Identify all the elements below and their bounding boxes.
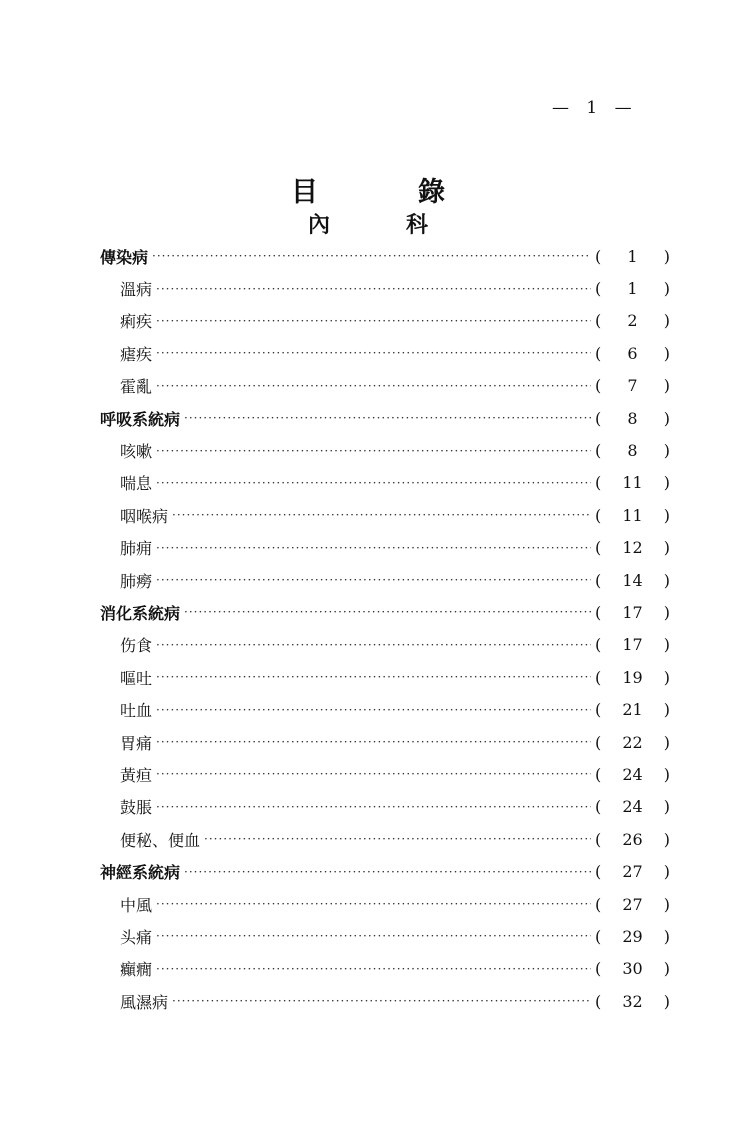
- entry-page: [595, 895, 670, 914]
- leader-dots: [184, 605, 591, 619]
- paren-close: ): [663, 764, 670, 784]
- leader-dots: [152, 249, 591, 263]
- entry-label: 头痛: [120, 927, 153, 947]
- paren-open: (: [595, 894, 602, 914]
- paren-open: (: [595, 246, 602, 266]
- paren-open: (: [595, 376, 602, 396]
- entry-page: [595, 830, 670, 849]
- entry-label: 神經系統病: [100, 863, 181, 883]
- title-char: 目: [291, 177, 318, 208]
- page-ref: 11: [622, 505, 643, 525]
- section-char: 科: [406, 213, 429, 238]
- toc-entry: [100, 240, 670, 272]
- toc-entry: [100, 920, 670, 952]
- toc-entry: [100, 693, 670, 725]
- paren-close: ): [663, 797, 670, 817]
- page-ref: 32: [622, 991, 643, 1011]
- entry-page: [595, 700, 670, 719]
- paren-close: ): [663, 505, 670, 525]
- paren-close: ): [663, 926, 670, 946]
- page-ref: 8: [627, 441, 638, 461]
- entry-page: [595, 409, 670, 428]
- paren-close: ): [663, 408, 670, 428]
- entry-label: 喘息: [120, 474, 153, 494]
- entry-label: 中風: [120, 895, 153, 915]
- paren-close: ): [663, 473, 670, 493]
- paren-close: ): [663, 635, 670, 655]
- entry-page: [595, 247, 670, 266]
- leader-dots: [204, 832, 591, 846]
- title-char: 錄: [418, 177, 445, 208]
- page-ref: 21: [622, 700, 643, 720]
- entry-label: 伤食: [120, 636, 153, 656]
- paren-close: ): [663, 667, 670, 687]
- entry-page: [595, 733, 670, 752]
- page-ref: 24: [622, 797, 643, 817]
- entry-label: 瘧疾: [120, 344, 153, 364]
- entry-page: [595, 441, 670, 460]
- toc-entry: [100, 532, 670, 564]
- toc-entry: [100, 467, 670, 499]
- leader-dots: [156, 670, 591, 684]
- entry-label: 痢疾: [120, 312, 153, 332]
- paren-close: ): [663, 376, 670, 396]
- entry-page: [595, 473, 670, 492]
- paren-open: (: [595, 441, 602, 461]
- entry-label: 傳染病: [100, 247, 149, 267]
- paren-open: (: [595, 667, 602, 687]
- paren-close: ): [663, 991, 670, 1011]
- page-ref: 14: [622, 570, 643, 590]
- paren-open: (: [595, 602, 602, 622]
- paren-close: ): [663, 732, 670, 752]
- toc-entry: [100, 953, 670, 985]
- entry-label: 肺癆: [120, 571, 153, 591]
- paren-close: ): [663, 279, 670, 299]
- table-of-contents: [100, 240, 670, 1017]
- page-ref: 24: [622, 764, 643, 784]
- entry-page: [595, 668, 670, 687]
- page-ref: 29: [622, 926, 643, 946]
- entry-page: [595, 571, 670, 590]
- page-ref: 19: [622, 667, 643, 687]
- paren-open: (: [595, 311, 602, 331]
- toc-entry: [100, 272, 670, 304]
- entry-label: 消化系統病: [100, 603, 181, 623]
- toc-entry: [100, 337, 670, 369]
- paren-close: ): [663, 311, 670, 331]
- paren-open: (: [595, 505, 602, 525]
- toc-entry: [100, 985, 670, 1017]
- entry-page: [595, 344, 670, 363]
- toc-entry: [100, 888, 670, 920]
- page-ref: 27: [622, 894, 643, 914]
- leader-dots: [156, 638, 591, 652]
- paren-open: (: [595, 408, 602, 428]
- entry-page: [595, 279, 670, 298]
- paren-open: (: [595, 862, 602, 882]
- toc-entry: [100, 434, 670, 466]
- leader-dots: [156, 962, 591, 976]
- page-title: [0, 170, 736, 209]
- toc-entry: [100, 758, 670, 790]
- paren-open: (: [595, 279, 602, 299]
- entry-page: [595, 992, 670, 1011]
- page-ref: 22: [622, 732, 643, 752]
- leader-dots: [156, 444, 591, 458]
- paren-close: ): [663, 700, 670, 720]
- leader-dots: [156, 476, 591, 490]
- paren-close: ): [663, 570, 670, 590]
- section-char: 內: [307, 213, 330, 238]
- toc-entry: [100, 823, 670, 855]
- entry-label: 風濕病: [120, 992, 169, 1012]
- entry-page: [595, 506, 670, 525]
- leader-dots: [156, 573, 591, 587]
- leader-dots: [156, 703, 591, 717]
- page-ref: 17: [622, 635, 643, 655]
- entry-label: 吐血: [120, 701, 153, 721]
- leader-dots: [184, 865, 591, 879]
- leader-dots: [156, 767, 591, 781]
- entry-label: 呼吸系統病: [100, 409, 181, 429]
- leader-dots: [156, 897, 591, 911]
- entry-label: 咳嗽: [120, 442, 153, 462]
- leader-dots: [172, 508, 591, 522]
- page-number: — 1 —: [552, 98, 638, 118]
- entry-page: [595, 538, 670, 557]
- entry-label: 便秘、便血: [120, 830, 201, 850]
- leader-dots: [156, 282, 591, 296]
- entry-label: 咽喉病: [120, 506, 169, 526]
- page-ref: 1: [627, 279, 638, 299]
- page-ref: 12: [622, 538, 643, 558]
- paren-close: ): [663, 829, 670, 849]
- paren-close: ): [663, 862, 670, 882]
- paren-open: (: [595, 926, 602, 946]
- paren-open: (: [595, 700, 602, 720]
- entry-page: [595, 959, 670, 978]
- page-ref: 30: [622, 959, 643, 979]
- entry-label: 鼓脹: [120, 798, 153, 818]
- paren-open: (: [595, 343, 602, 363]
- page-ref: 26: [622, 829, 643, 849]
- paren-open: (: [595, 473, 602, 493]
- toc-entry: [100, 402, 670, 434]
- toc-entry: [100, 370, 670, 402]
- paren-open: (: [595, 991, 602, 1011]
- leader-dots: [156, 929, 591, 943]
- paren-close: ): [663, 343, 670, 363]
- page-ref: 8: [627, 408, 638, 428]
- paren-open: (: [595, 732, 602, 752]
- entry-label: 霍亂: [120, 377, 153, 397]
- leader-dots: [156, 379, 591, 393]
- toc-entry: [100, 596, 670, 628]
- entry-label: 溫病: [120, 280, 153, 300]
- entry-page: [595, 927, 670, 946]
- entry-label: 胃痛: [120, 733, 153, 753]
- toc-entry: [100, 564, 670, 596]
- page-ref: 7: [627, 376, 638, 396]
- paren-close: ): [663, 602, 670, 622]
- paren-close: ): [663, 894, 670, 914]
- leader-dots: [156, 735, 591, 749]
- page-ref: 1: [627, 246, 638, 266]
- toc-entry: [100, 499, 670, 531]
- entry-label: 肺痈: [120, 539, 153, 559]
- entry-page: [595, 862, 670, 881]
- paren-open: (: [595, 570, 602, 590]
- leader-dots: [184, 411, 591, 425]
- toc-entry: [100, 661, 670, 693]
- page-ref: 2: [627, 311, 638, 331]
- paren-close: ): [663, 538, 670, 558]
- entry-page: [595, 603, 670, 622]
- entry-label: 嘔吐: [120, 668, 153, 688]
- toc-entry: [100, 855, 670, 887]
- leader-dots: [156, 346, 591, 360]
- entry-label: 黃疸: [120, 765, 153, 785]
- paren-close: ): [663, 246, 670, 266]
- paren-open: (: [595, 538, 602, 558]
- entry-page: [595, 635, 670, 654]
- paren-open: (: [595, 764, 602, 784]
- entry-page: [595, 376, 670, 395]
- page-ref: 6: [627, 343, 638, 363]
- paren-open: (: [595, 959, 602, 979]
- leader-dots: [156, 541, 591, 555]
- page-ref: 27: [622, 862, 643, 882]
- paren-open: (: [595, 829, 602, 849]
- entry-page: [595, 797, 670, 816]
- section-heading: [0, 208, 736, 239]
- page-ref: 17: [622, 602, 643, 622]
- paren-close: ): [663, 959, 670, 979]
- toc-entry: [100, 791, 670, 823]
- paren-open: (: [595, 797, 602, 817]
- entry-label: 癲癇: [120, 960, 153, 980]
- paren-open: (: [595, 635, 602, 655]
- toc-entry: [100, 629, 670, 661]
- leader-dots: [172, 994, 591, 1008]
- entry-page: [595, 311, 670, 330]
- leader-dots: [156, 314, 591, 328]
- toc-entry: [100, 726, 670, 758]
- entry-page: [595, 765, 670, 784]
- paren-close: ): [663, 441, 670, 461]
- leader-dots: [156, 800, 591, 814]
- page-ref: 11: [622, 473, 643, 493]
- toc-entry: [100, 305, 670, 337]
